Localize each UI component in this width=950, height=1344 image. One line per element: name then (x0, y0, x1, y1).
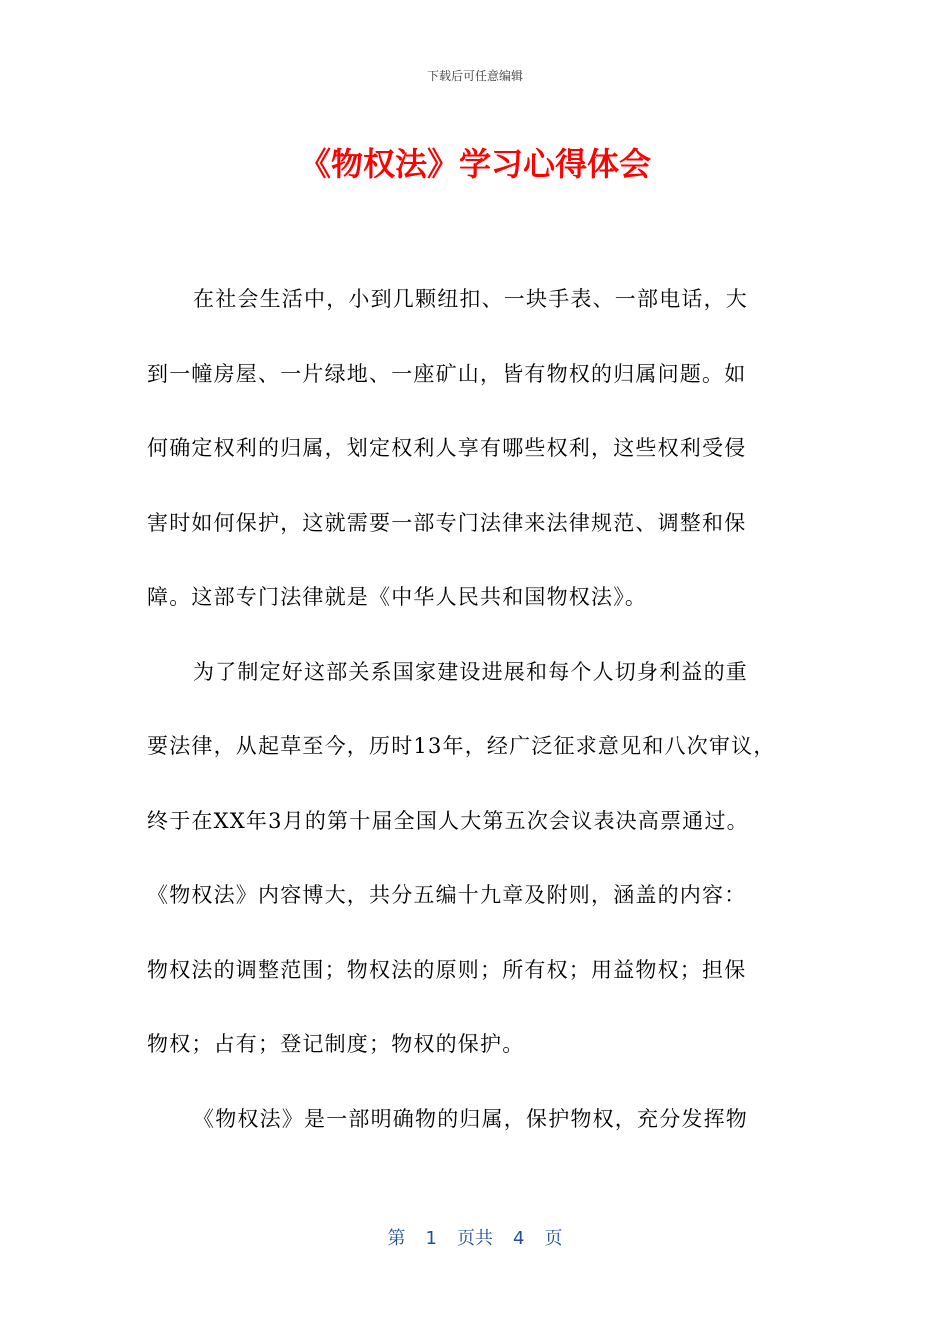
document-body (147, 262, 797, 1156)
page-footer (0, 1226, 950, 1252)
footer-page-current: 1 (425, 1228, 437, 1249)
footer-page-middle: 页共 (457, 1228, 493, 1249)
body-line: 《物权法》是一部明确物的归属，保护物权，充分发挥物 (193, 1106, 748, 1131)
body-line: 在社会生活中，小到几颗纽扣、一块手表、一部电话，大 (193, 287, 748, 311)
body-line: 障。这部专门法律就是《中华人民共和国物权法》。 (147, 585, 648, 609)
body-line: 到一幢房屋、一片绿地、一座矿山，皆有物权的归属问题。如 (147, 361, 747, 386)
body-line: 物权法的调整范围；物权法的原则；所有权；用益物权；担保 (147, 957, 747, 982)
footer-page-suffix: 页 (544, 1228, 563, 1249)
body-line: 物权；占有；登记制度；物权的保护。 (147, 1032, 525, 1056)
body-line: 《物权法》内容博大，共分五编十九章及附则，涵盖的内容： (147, 883, 747, 907)
body-line: 要法律，从起草至今，历时13年，经广泛征求意见和八次审议， (147, 734, 776, 758)
body-line: 害时如何保护，这就需要一部专门法律来法律规范、调整和保 (147, 510, 747, 535)
body-line: 为了制定好这部关系国家建设进展和每个人切身利益的重 (193, 659, 748, 684)
footer-page-prefix: 第 (387, 1228, 406, 1249)
document-title: 《物权法》学习心得体会 (298, 145, 651, 183)
body-line: 何确定权利的归属，划定权利人享有哪些权利，这些权利受侵 (147, 436, 747, 460)
footer-page-total: 4 (513, 1228, 525, 1249)
header-note: 下载后可任意编辑 (426, 69, 523, 83)
body-line: 终于在XX年3月的第十届全国人大第五次会议表决高票通过。 (147, 808, 749, 833)
